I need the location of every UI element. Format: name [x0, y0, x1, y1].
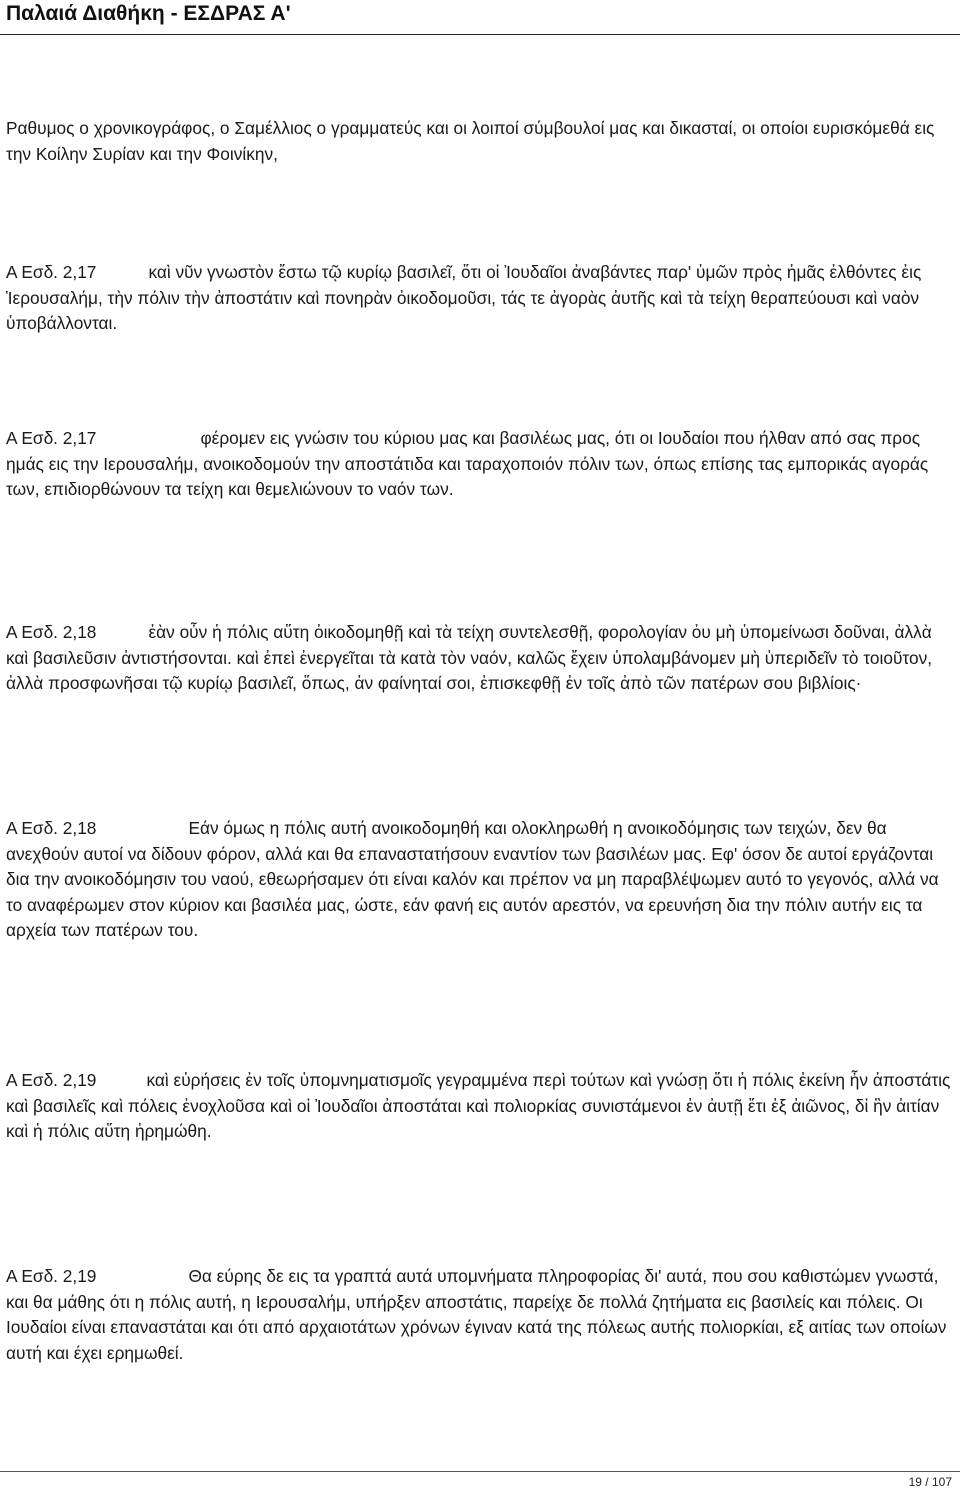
intro-paragraph: Ραθυμος ο χρονικογράφος, ο Σαμέλλιος ο γραμματεύς και οι λοιποί σύμβουλοί μας και δικασταί, οι οποίοι ευρισκόμεθά εις την Κοίλην Συρίαν και την Φοινίκην,	[6, 118, 935, 164]
header-divider	[0, 34, 960, 35]
verse-paragraph	[6, 620, 956, 697]
page-title: Παλαιά Διαθήκη - ΕΣΔΡΑΣ Α'	[6, 2, 291, 25]
verse-text: φέρομεν εις γνώσιν του κύριου μας και βασιλέως μας, ότι οι Ιουδαίοι που ήλθαν από σας προς ημάς εις την Ιερουσαλήμ, ανοικοδομούν την αποστάτιδα και ταραχοποιόν πόλιν των, όπως επίσης τας εμπορικάς αγοράς των, επιδιορθώνουν τα τείχη και θεμελιώνουν το ναόν των.	[6, 428, 929, 499]
verse-reference: Α Εσδ. 2,17	[6, 262, 97, 282]
verse-text: Εάν όμως η πόλις αυτή ανοικοδομηθή και ολοκληρωθή η ανοικοδόμησις των τειχών, δεν θα ανεχθούν αυτοί να δίδουν φόρον, αλλά και θα επαναστατήσουν εναντίον των βασιλέων μας. Εφ' όσον δε αυτοί εργάζονται δια την ανοικοδόμησιν του ναού, εθεωρήσαμεν ότι είναι καλόν και πρέπον να μη παραβλέψωμεν αυτό το γεγονός, αλλά να το αναφέρωμεν στον κύριον και βασιλέα μας, ώστε, εάν φανή εις αυτόν αρεστόν, να ερευνήση δια την πόλιν αυτήν εις τα αρχεία των πατέρων του.	[6, 818, 939, 940]
verse-text: καὶ εὑρήσεις ἐν τοῖς ὑπομνηματισμοῖς γεγραμμένα περὶ τούτων καὶ γνώσῃ ὅτι ἡ πόλις ἐκείνη ἦν ἀποστάτις καὶ βασιλεῖς καὶ πόλεις ἐνοχλοῦσα καὶ οἱ Ἰουδαῖοι ἀποστάται καὶ πολιορκίας συνιστάμενοι ἐν ἀυτῇ ἔτι ἐξ ἀιῶνος, δἰ ἣν ἀιτίαν καὶ ἡ πόλις αὕτη ἠρημώθη.	[6, 1070, 951, 1141]
verse-paragraph	[6, 1264, 956, 1366]
footer-divider	[0, 1471, 960, 1472]
verse-reference: Α Εσδ. 2,17	[6, 428, 97, 448]
verse-paragraph	[6, 260, 956, 337]
verse-text: Θα εύρης δε εις τα γραπτά αυτά υπομνήματα πληροφορίας δι' αυτά, που σου καθιστώμεν γνωστά, και θα μάθης ότι η πόλις αυτή, η Ιερουσαλήμ, υπήρξεν αποστάτις, παρείχε δε πολλά ζητήματα εις βασιλείς και πόλεις. Οι Ιουδαίοι είναι επαναστάται και ότι από αρχαιοτάτων χρόνων έγιναν κατά της πόλεως αυτής πολιορκίαι, εξ αιτίας των οποίων αυτή και έχει ερημωθεί.	[6, 1266, 947, 1363]
verse-reference: Α Εσδ. 2,18	[6, 622, 97, 642]
verse-reference: Α Εσδ. 2,19	[6, 1070, 97, 1090]
verse-reference: Α Εσδ. 2,18	[6, 818, 97, 838]
verse-paragraph	[6, 816, 956, 944]
verse-paragraph	[6, 1068, 956, 1145]
verse-text: ἐὰν οὖν ἡ πόλις αὕτη ὀικοδομηθῇ καὶ τὰ τείχη συντελεσθῇ, φορολογίαν ὀυ μὴ ὑπομείνωσι δοῦναι, ἀλλὰ καὶ βασιλεῦσιν ἀντιστήσονται. καὶ ἐπεὶ ἐνεργεῖται τὰ κατὰ τὸν ναόν, καλῶς ἔχειν ὑπολαμβάνομεν μὴ ὑπεριδεῖν τὸ τοιοῦτον, ἀλλὰ προσφωνῆσαι τῷ κυρίῳ βασιλεῖ, ὅπως, ἀν φαίνηταί σοι, ἐπισκεφθῇ ἐν τοῖς ἀπὸ τῶν πατέρων σου βιβλίοις·	[6, 622, 933, 693]
verse-reference: Α Εσδ. 2,19	[6, 1266, 97, 1286]
page-number: 19 / 107	[908, 1475, 952, 1489]
verse-text: καὶ νῦν γνωστὸν ἔστω τῷ κυρίῳ βασιλεῖ, ὅτι οἱ Ἰουδαῖοι ἀναβάντες παρ' ὑμῶν πρὸς ἡμᾶς ἐλθόντες ἐις Ἱερουσαλήμ, τὴν πόλιν τὴν ἀποστάτιν καὶ πονηρὰν ὀικοδομοῦσι, τάς τε ἀγορὰς ἀυτῆς καὶ τὰ τείχη θεραπεύουσι καὶ ναὸν ὑποβάλλονται.	[6, 262, 922, 333]
verse-paragraph	[6, 426, 956, 503]
